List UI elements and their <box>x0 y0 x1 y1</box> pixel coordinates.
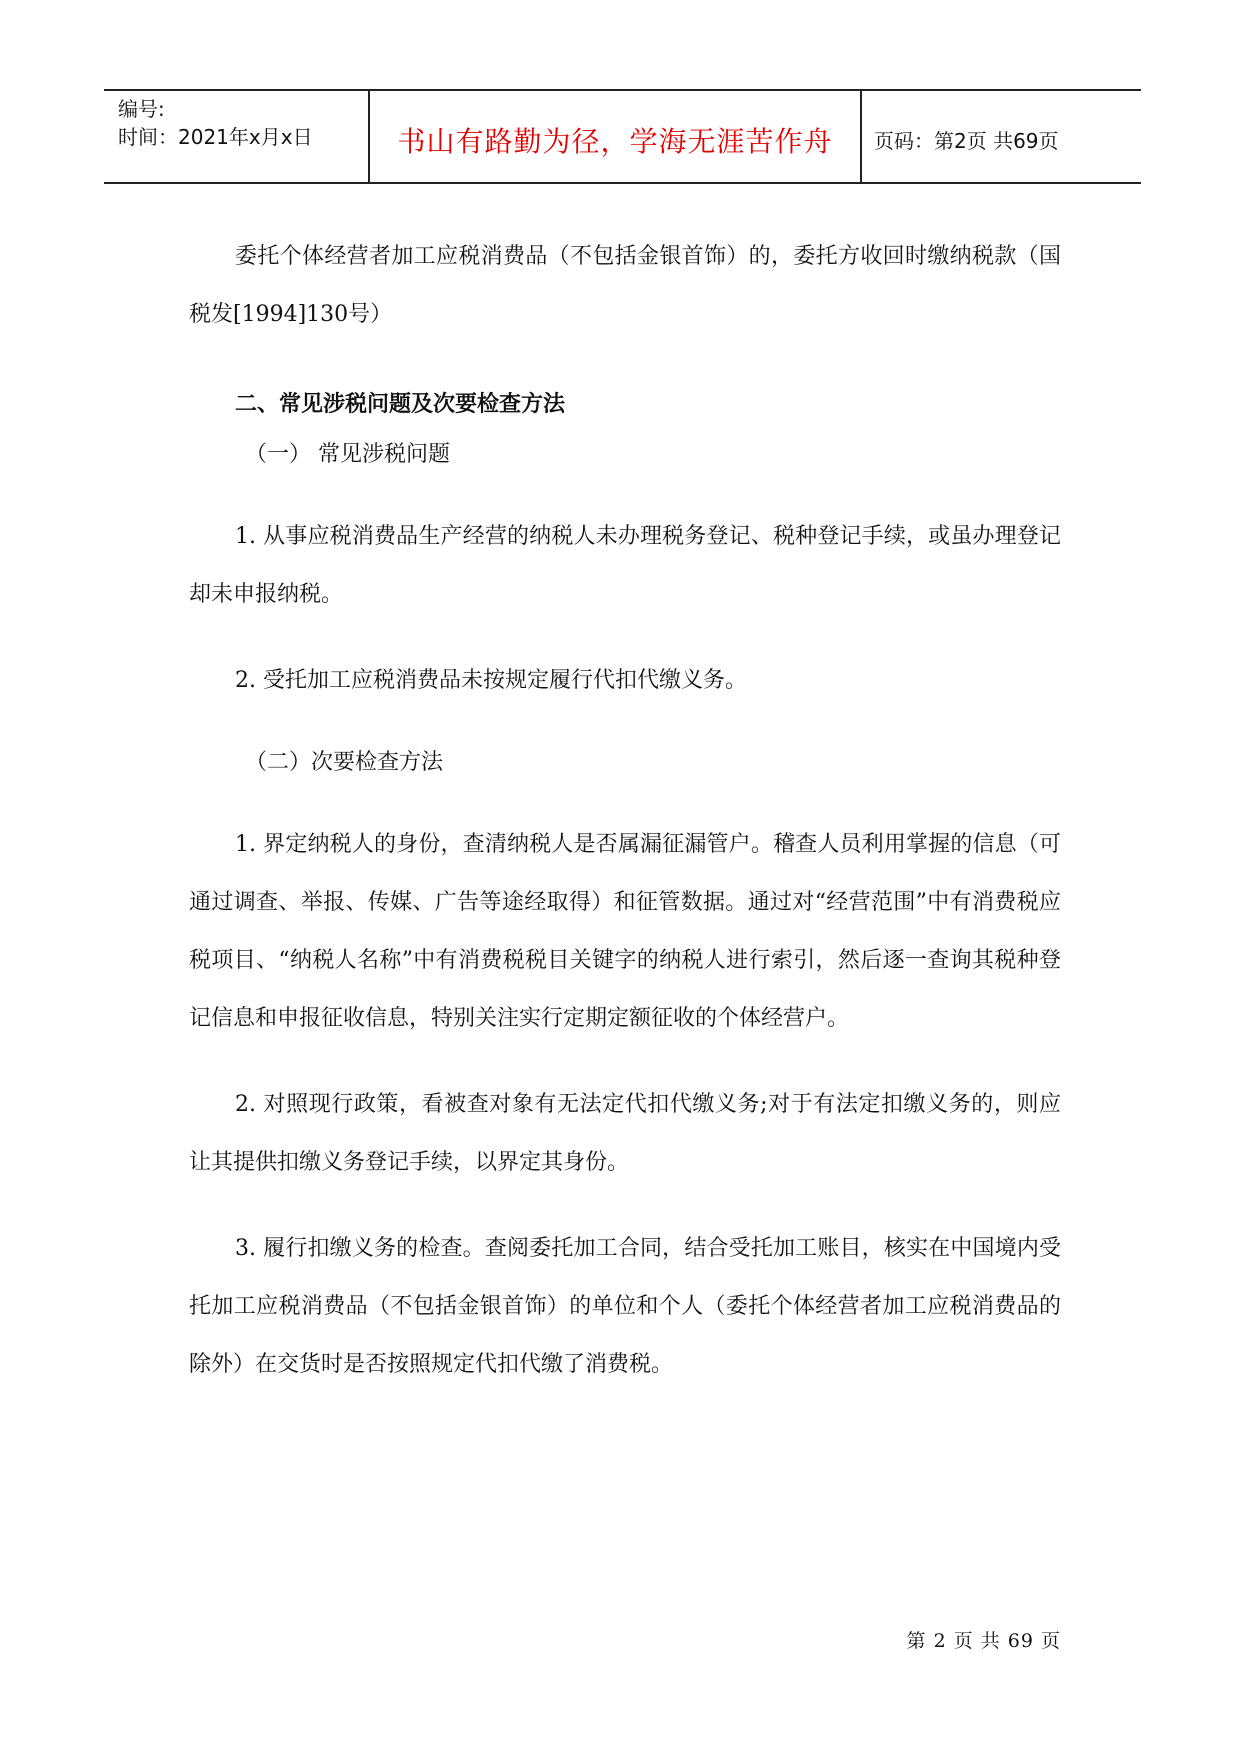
list-item: 2. 对照现行政策，看被查对象有无法定代扣代缴义务;对于有法定扣缴义务的，则应让其提供扣缴义务登记手续，以界定其身份。 <box>189 1092 1061 1175</box>
page-footer: 第 2 页 共 69 页 <box>906 1630 1061 1652</box>
subsection-heading: （一） 常见涉税问题 <box>245 442 450 467</box>
header-divider <box>860 91 862 182</box>
page-header <box>104 89 1141 184</box>
header-meta <box>118 91 368 182</box>
document-number-label: 编号: <box>118 97 165 121</box>
list-item: 1. 从事应税消费品生产经营的纳税人未办理税务登记、税种登记手续，或虽办理登记却未申报纳税。 <box>189 524 1061 607</box>
list-item: 2. 受托加工应税消费品未按规定履行代扣代缴义务。 <box>235 668 747 693</box>
subsection-heading: （二）次要检查方法 <box>245 750 444 775</box>
list-item: 1. 界定纳税人的身份，查清纳税人是否属漏征漏管户。稽查人员利用掌握的信息（可通过调查、举报、传媒、广告等途经取得）和征管数据。通过对“经营范围”中有消费税应税项目、“纳税人名称”中有消费税税目关键字的纳税人进行索引，然后逐一查询其税种登记信息和申报征收信息，特别关注实行定期定额征收的个体经营户。 <box>189 832 1061 1031</box>
document-time-label: 时间：2021年x月x日 <box>118 125 313 149</box>
document-body <box>189 228 1061 1394</box>
list-item: 3. 履行扣缴义务的检查。查阅委托加工合同，结合受托加工账目，核实在中国境内受托加工应税消费品（不包括金银首饰）的单位和个人（委托个体经营者加工应税消费品的除外）在交货时是否按照规定代扣代缴了消费税。 <box>189 1236 1061 1377</box>
paragraph-intro: 委托个体经营者加工应税消费品（不包括金银首饰）的，委托方收回时缴纳税款（国税发[1994]130号） <box>189 244 1061 327</box>
section-heading: 二、常见涉税问题及次要检查方法 <box>235 392 566 417</box>
header-motto: 书山有路勤为径，学海无涯苦作舟 <box>397 125 833 158</box>
header-page-number: 页码：第2页 共69页 <box>874 129 1059 153</box>
